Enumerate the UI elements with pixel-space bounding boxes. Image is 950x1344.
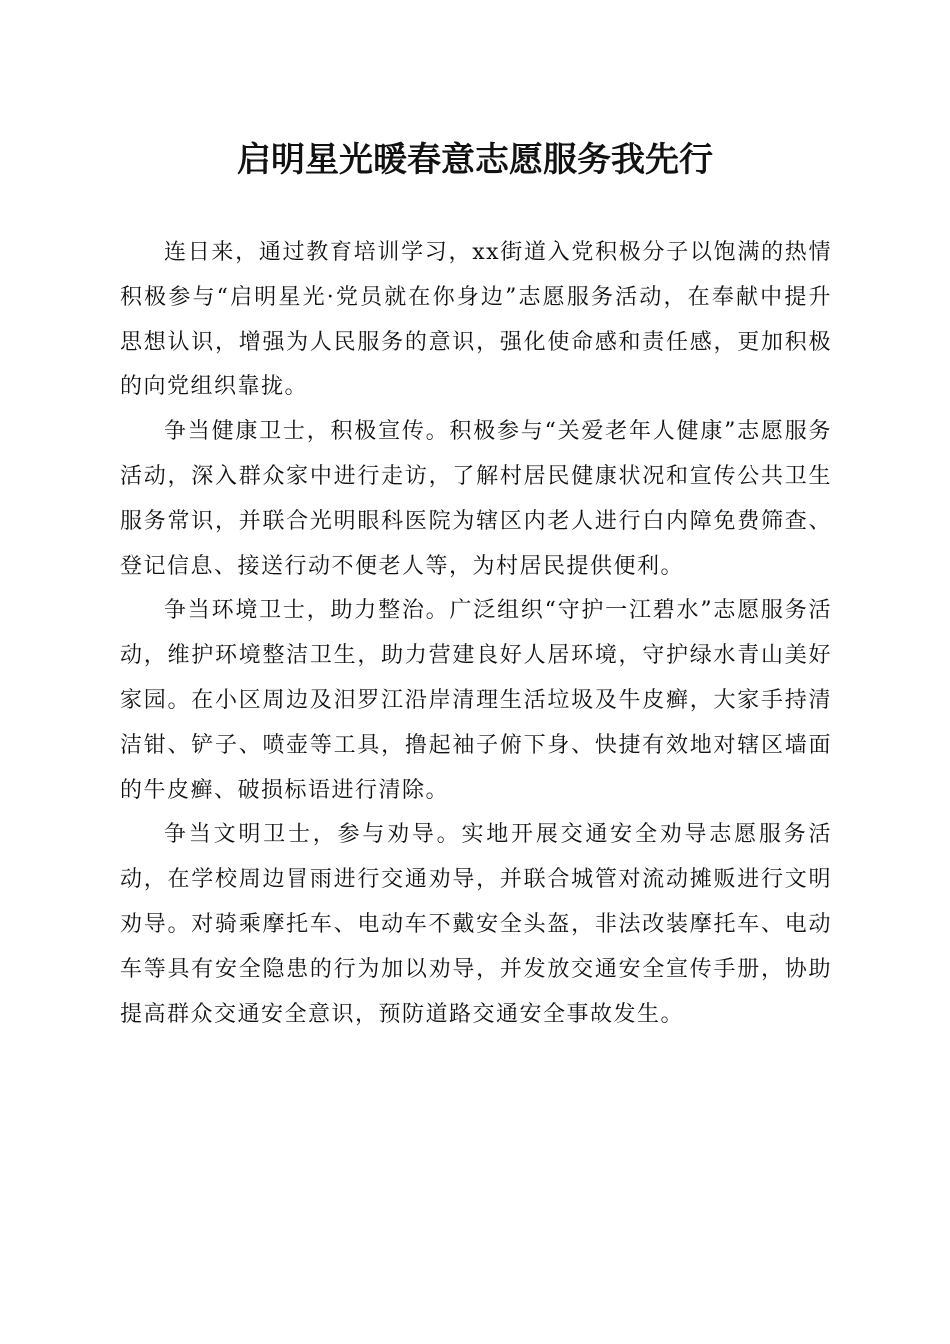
document-title: 启明星光暖春意志愿服务我先行 bbox=[237, 140, 713, 180]
document-body bbox=[120, 231, 832, 1037]
paragraph-civility-guard: 争当文明卫士，参与劝导。实地开展交通安全劝导志愿服务活动，在学校周边冒雨进行交通劝导，并联合城管对流动摊贩进行文明劝导。对骑乘摩托车、电动车不戴安全头盔，非法改装摩托车、电动车等具有安全隐患的行为加以劝导，并发放交通安全宣传手册，协助提高群众交通安全意识，预防道路交通安全事故发生。 bbox=[120, 822, 832, 1027]
paragraph-environment-guard: 争当环境卫士，助力整治。广泛组织“守护一江碧水”志愿服务活动，维护环境整洁卫生，助力营建良好人居环境，守护绿水青山美好家园。在小区周边及汨罗江沿岸清理生活垃圾及牛皮癣，大家手持清洁钳、铲子、喷壶等工具，撸起袖子俯下身、快捷有效地对辖区墙面的牛皮癣、破损标语进行清除。 bbox=[120, 598, 832, 803]
paragraph-intro: 连日来，通过教育培训学习，xx街道入党积极分子以饱满的热情积极参与“启明星光·党员就在你身边”志愿服务活动，在奉献中提升思想认识，增强为人民服务的意识，强化使命感和责任感，更加积极的向党组织靠拢。 bbox=[120, 240, 832, 400]
paragraph-health-guard: 争当健康卫士，积极宣传。积极参与“关爱老年人健康”志愿服务活动，深入群众家中进行走访，了解村居民健康状况和宣传公共卫生服务常识，并联合光明眼科医院为辖区内老人进行白内障免费筛查、登记信息、接送行动不便老人等，为村居民提供便利。 bbox=[120, 419, 832, 579]
